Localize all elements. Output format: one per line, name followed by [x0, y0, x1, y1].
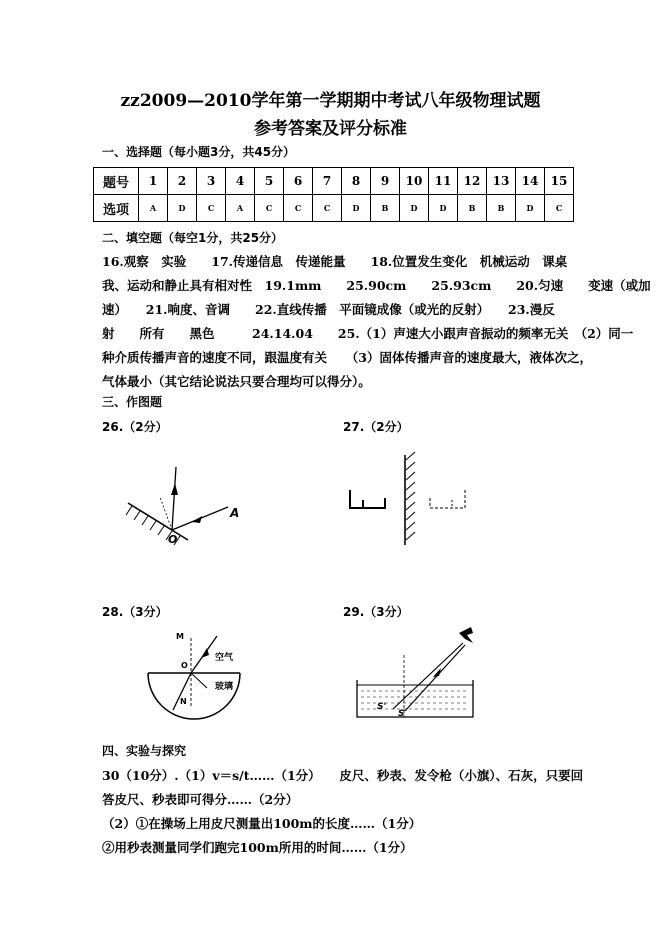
fill-line: 16.观察 实验 17.传递信息 传递能量 18.位置发生变化 机械运动 课桌 [102, 254, 568, 269]
answer-cell: C [545, 195, 574, 222]
label-m: M [176, 632, 184, 641]
section1-heading: 一、选择题（每小题3分，共45分） [102, 145, 296, 159]
answer-cell: D [342, 195, 371, 222]
light-ray [405, 645, 465, 711]
question-number: 8 [342, 168, 371, 195]
question-29-label: 29.（3分） [343, 605, 409, 619]
answer-cell: C [197, 195, 226, 222]
section4-heading: 四、实验与探究 [102, 744, 187, 758]
figure-29-water-refraction [355, 625, 505, 725]
question-number: 9 [371, 168, 400, 195]
section2-heading: 二、填空题（每空1分，共25分） [102, 231, 284, 245]
fill-line: 种介质传播声音的速度不同，跟温度有关 （3）固体传播声音的速度最大，液体次之， [102, 350, 592, 365]
question-number: 6 [284, 168, 313, 195]
reflected-ray [172, 467, 176, 530]
question-number: 11 [429, 168, 458, 195]
answer-cell: D [516, 195, 545, 222]
question-number: 7 [313, 168, 342, 195]
bird-icon [459, 627, 473, 643]
figure-26-reflection [120, 455, 260, 555]
label-air: 空气 [215, 653, 234, 663]
answer-cell: A [226, 195, 255, 222]
experiment-line: ②用秒表测量同学们跑完100m所用的时间……（1分） [102, 840, 413, 855]
question-number: 10 [400, 168, 429, 195]
label-o: O [168, 533, 178, 546]
question-26-label: 26.（2分） [102, 420, 168, 434]
figure-28-refraction [145, 628, 285, 723]
question-number: 3 [197, 168, 226, 195]
question-number: 14 [516, 168, 545, 195]
table-row-numbers [94, 168, 574, 195]
mirror-hatching [406, 452, 415, 540]
question-number: 13 [487, 168, 516, 195]
reflected-arrow [171, 483, 178, 495]
label-o: O [181, 661, 188, 670]
section3-heading: 三、作图题 [102, 395, 163, 409]
label-a: A [230, 506, 240, 520]
answer-cell: B [487, 195, 516, 222]
label-s-prime: S' [377, 702, 387, 712]
incident-arrow [192, 516, 202, 523]
object [350, 490, 385, 508]
question-number: 1 [139, 168, 168, 195]
question-number: 2 [168, 168, 197, 195]
question-28-label: 28.（3分） [102, 605, 168, 619]
water-tank [357, 680, 473, 717]
question-number: 15 [545, 168, 574, 195]
answer-cell: A [139, 195, 168, 222]
label-s: S [398, 709, 405, 719]
fill-line: 射 所有 黑色 24.14.04 25.（1）声速大小跟声音振动的频率无关 （2）同一 [102, 326, 634, 341]
normal-line [160, 497, 172, 530]
table-row-answers [94, 195, 574, 222]
question-number: 5 [255, 168, 284, 195]
reflected-ray [191, 673, 207, 688]
answer-cell: D [429, 195, 458, 222]
label-n: N [180, 697, 187, 706]
answer-cell: C [255, 195, 284, 222]
experiment-line: （2）①在操场上用皮尺测量出100m的长度……（1分） [102, 816, 422, 831]
answer-table [93, 167, 574, 222]
figure-27-plane-mirror [345, 450, 485, 550]
semicircle-glass [148, 673, 240, 719]
experiment-line: 30（10分）.（1）v＝s/t……（1分） 皮尺、秒表、发令枪（小旗）、石灰，只要回 [102, 768, 584, 783]
answer-cell: B [458, 195, 487, 222]
fill-line: 我、运动和静止具有相对性 19.1mm 25.90cm 25.93cm 20.匀速 变速（或加 [102, 278, 651, 293]
fill-line: 速） 21.响度、音调 22.直线传播 平面镜成像（或光的反射） 23.漫反 [102, 302, 555, 317]
question-number: 4 [226, 168, 255, 195]
answer-cell: D [400, 195, 429, 222]
fill-line: 气体最小（其它结论说法只要合理均可以得分）。 [102, 374, 371, 389]
answer-cell: C [313, 195, 342, 222]
answer-cell: D [168, 195, 197, 222]
label-glass: 玻璃 [215, 682, 234, 692]
answer-cell: B [371, 195, 400, 222]
question-27-label: 27.（2分） [343, 420, 409, 434]
experiment-line: 答皮尺、秒表即可得分……（2分） [102, 792, 299, 807]
document-subtitle: 参考答案及评分标准 [254, 119, 407, 139]
virtual-image [430, 490, 465, 508]
question-number: 12 [458, 168, 487, 195]
row-label-number: 题号 [94, 168, 139, 195]
document-title: zz2009—2010学年第一学期期中考试八年级物理试题 [120, 91, 541, 111]
row-label-answer: 选项 [94, 195, 139, 222]
sight-line [393, 643, 463, 709]
answer-cell: C [284, 195, 313, 222]
